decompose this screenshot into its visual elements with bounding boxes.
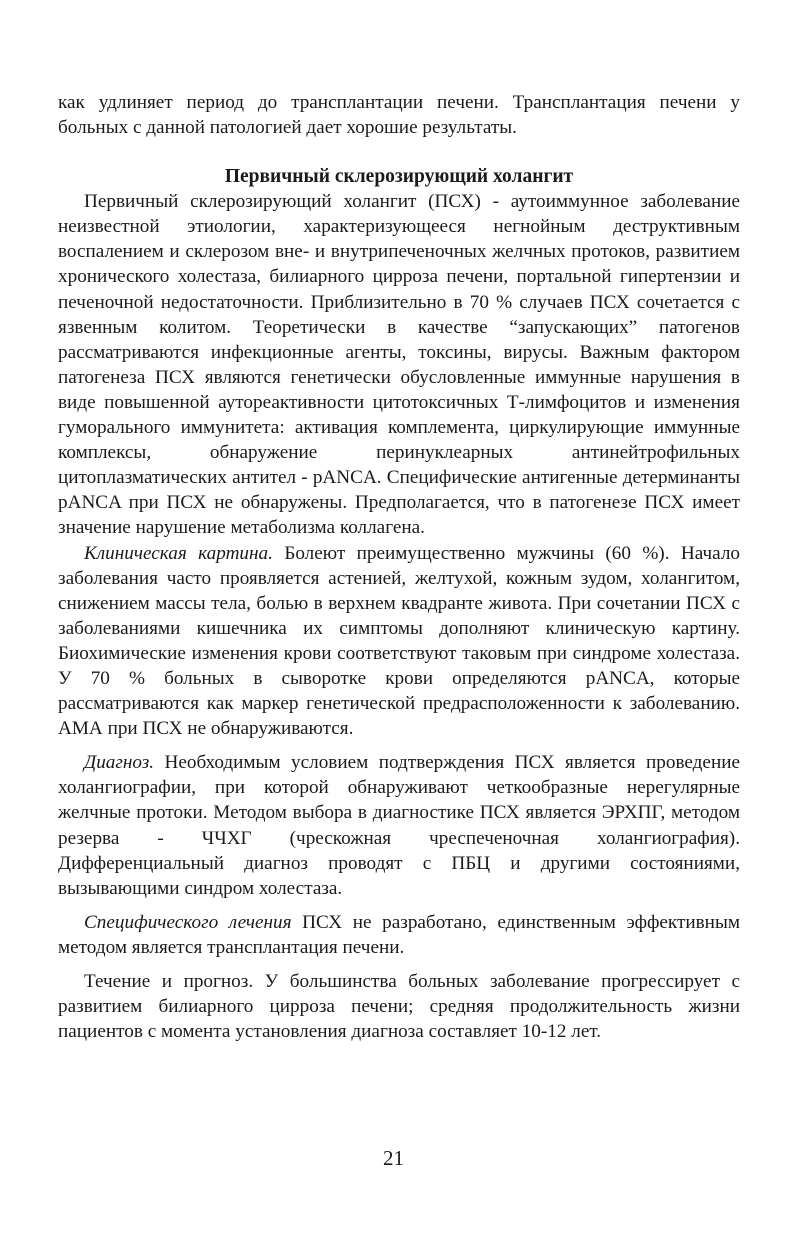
prognosis-paragraph: Течение и прогноз. У большинства больных заболевание прогрессирует с развитием билиарного цирроза печени; средняя продолжительность жизни пациентов с момента установления диагноза составляет 10-12 лет. [58,971,740,1043]
definition-paragraph: Первичный склерозирующий холангит (ПСХ) - аутоиммунное заболевание неизвестной этиологии, характеризующееся негнойным деструктивным воспалением и склерозом вне- и внутрипеченочных желчных протоков, развитием хронического холестаза, билиарного цирроза печени, портальной гипертензии и печеночной недостаточности. Приблизительно в 70 % случаев ПСХ сочетается с язвенным колитом. Теоретически в качестве “запускающих” патогенов рассматриваются инфекционные агенты, токсины, вирусы. Важным фактором патогенеза ПСХ являются генетически обусловленные иммунные нарушения в виде повышенной аутореактивности цитотоксичных Т-лимфоцитов и изменения гуморального иммунитета: активация комплемента, циркулирующие иммунные комплексы, обнаружение перинуклеарных антинейтрофильных цитоплазматических антител - pANCA. Специфические антигенные детерминанты pANCA при ПСХ не обнаружены. Предполагается, что в патогенезе ПСХ имеет значение нарушение метаболизма коллагена. [58,191,740,539]
clinical-paragraph [58,541,740,742]
treatment-label: Специфического лечения [84,911,292,933]
diagnosis-paragraph [58,750,740,901]
treatment-text: ПСХ не разработано, единственным эффективным методом является трансплантация печени. [58,911,740,958]
treatment-paragraph [58,910,740,960]
section-title: Первичный склерозирующий холангит [224,166,574,188]
page-number: 21 [383,1146,404,1170]
clinical-text: Болеют преимущественно мужчины (60 %). Начало заболевания часто проявляется астенией, желтухой, кожным зудом, холангитом, снижением массы тела, болью в верхнем квадранте живота. При сочетании ПСХ с заболеваниями кишечника их симптомы дополняют клиническую картину. Биохимические изменения крови соответствуют таковым при синдроме холестаза. У 70 % больных в сыворотке крови определяются pANCA, которые рассматриваются как маркер генетической предрасположенности к заболеванию. АМА при ПСХ не обнаруживаются. [58,542,740,740]
intro-paragraph: как удлиняет период до трансплантации печени. Трансплантация печени у больных с данной патологией дает хорошие результаты. [58,92,740,139]
clinical-label: Клиническая картина. [84,542,273,564]
body-text [58,90,740,1044]
diagnosis-label: Диагноз. [84,752,155,774]
diagnosis-text: Необходимым условием подтверждения ПСХ является проведение холангиографии, при которой обнаруживают четкообразные нерегулярные желчные протоки. Методом выбора в диагностике ПСХ является ЭРХПГ, методом резерва - ЧЧХГ (чрескожная чреспеченочная холангиография). Дифференциальный диагноз проводят с ПБЦ и другими состояниями, вызывающими синдром холестаза. [58,752,740,899]
